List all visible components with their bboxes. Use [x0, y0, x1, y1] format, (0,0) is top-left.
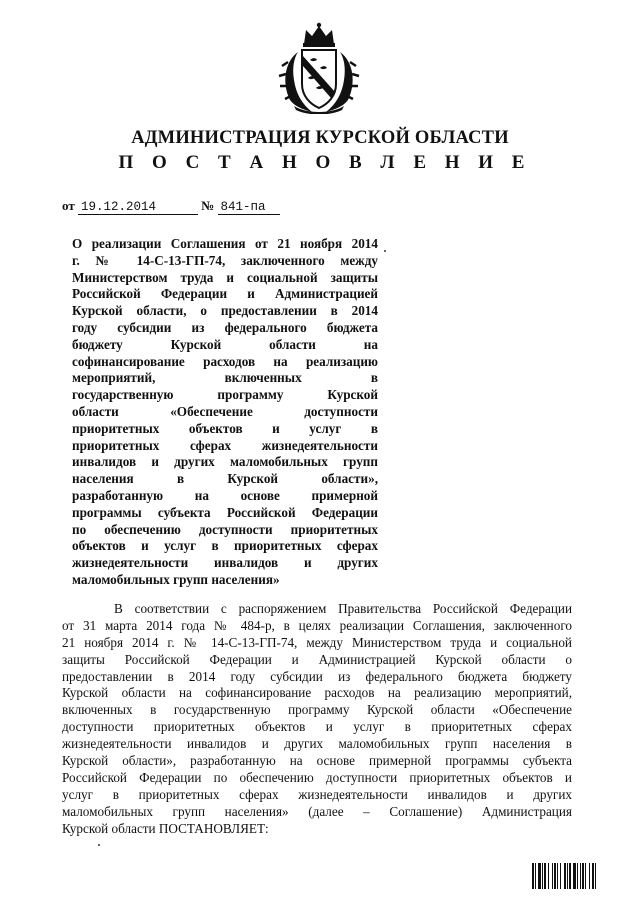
- barcode-bar: [535, 863, 536, 889]
- body-line: жизнедеятельности инвалидов и других маломобильных групп населения в: [62, 736, 572, 752]
- subject-line: по обеспечению доступности приоритетных: [72, 521, 378, 537]
- barcode-bar: [532, 863, 534, 889]
- coat-of-arms-icon: [276, 22, 362, 114]
- barcode-bar: [564, 863, 566, 889]
- subject-line: инвалидов и других маломобильных групп: [72, 454, 378, 470]
- body-line: услуг в приоритетных сферах жизнедеятельности инвалидов и других: [62, 786, 572, 802]
- barcode-bar: [552, 863, 553, 889]
- barcode-bar: [585, 863, 586, 889]
- subject-line: Министерством труда и социальной защиты: [72, 269, 378, 285]
- subject-line: жизнедеятельности инвалидов и других: [72, 555, 378, 571]
- subject-line: г. № 14-С-13-ГП-74, заключенного между: [72, 252, 378, 268]
- barcode-bar: [582, 863, 584, 889]
- barcode-bar: [548, 863, 549, 889]
- body-line: 21 ноября 2014 г. № 14-С-13-ГП-74, между Министерством труда и социальной: [62, 634, 572, 650]
- document-number: 841-па: [218, 200, 280, 215]
- subject-line: области «Обеспечение доступности: [72, 403, 378, 419]
- barcode-bar: [544, 863, 546, 889]
- document-meta: [62, 198, 280, 215]
- subject-line: бюджету Курской области на: [72, 336, 378, 352]
- subject-line: приоритетных сферах жизнедеятельности: [72, 437, 378, 453]
- barcode-bar: [557, 863, 558, 889]
- subject-line: Курской области, о предоставлении в 2014: [72, 303, 378, 319]
- barcode-bar: [560, 863, 561, 889]
- barcode-bar: [542, 863, 543, 889]
- subject-line: мероприятий, включенных в: [72, 370, 378, 386]
- subject-line: населения в Курской области»,: [72, 471, 378, 487]
- body-line: Российской Федерации по обеспечению доступности приоритетных объектов и: [62, 769, 572, 785]
- subject-line: разработанную на основе примерной: [72, 487, 378, 503]
- subject-line: Российской Федерации и Администрацией: [72, 286, 378, 302]
- subject-line: О реализации Соглашения от 21 ноября 2014: [72, 236, 378, 251]
- subject-line: маломобильных групп населения»: [72, 571, 280, 587]
- subject-line: объектов и услуг в приоритетных сферах: [72, 538, 378, 554]
- body-line: от 31 марта 2014 года № 484-р, в целях реализации Соглашения, заключенного: [62, 617, 572, 633]
- subject-line: приоритетных объектов и услуг в: [72, 420, 378, 436]
- document-type-title: П О С Т А Н О В Л Е Н И Е: [118, 152, 532, 173]
- subject-line: году субсидии из федерального бюджета: [72, 319, 378, 335]
- body-line: включенных в государственную программу Курской области «Обеспечение: [62, 702, 572, 718]
- scan-speck: [98, 844, 100, 846]
- body-line: Курской области», разработанную на основе примерной программы субъекта: [62, 753, 572, 769]
- number-label: №: [201, 198, 215, 213]
- document-subject: [72, 236, 378, 589]
- document-body: [62, 601, 572, 837]
- subject-line: программы субъекта Российской Федерации: [72, 504, 378, 520]
- barcode-bar: [577, 863, 578, 889]
- barcode-bar: [580, 863, 581, 889]
- scan-speck: [384, 250, 386, 252]
- body-line: защиты Российской Федерации и Администрацией Курской области о: [62, 651, 572, 667]
- body-line: доступности приоритетных объектов и услуг в приоритетных сферах: [62, 719, 572, 735]
- body-line: предоставлении в 2014 году субсидии из федерального бюджета бюджету: [62, 668, 572, 684]
- body-line: маломобильных групп населения» (далее – Соглашение) Администрация: [62, 803, 572, 819]
- document-date: 19.12.2014: [78, 200, 198, 215]
- barcode-bar: [589, 863, 590, 889]
- barcode-bar: [595, 863, 596, 889]
- barcode-bar: [567, 863, 568, 889]
- barcode-icon: [532, 863, 614, 889]
- date-label: от: [62, 198, 75, 213]
- subject-line: софинансирование расходов на реализацию: [72, 353, 378, 369]
- barcode-bar: [569, 863, 571, 889]
- subject-line: государственную программу Курской: [72, 387, 378, 403]
- barcode-bar: [538, 863, 541, 889]
- barcode-bar: [554, 863, 556, 889]
- organization-title: АДМИНИСТРАЦИЯ КУРСКОЙ ОБЛАСТИ: [131, 128, 509, 148]
- body-line: Курской области на софинансирование расходов на реализацию мероприятий,: [62, 685, 572, 701]
- barcode-bar: [592, 863, 594, 889]
- barcode-bar: [573, 863, 576, 889]
- body-line: В соответствии с распоряжением Правительства Российской Федерации: [114, 601, 572, 616]
- body-line: Курской области ПОСТАНОВЛЯЕТ:: [62, 820, 269, 836]
